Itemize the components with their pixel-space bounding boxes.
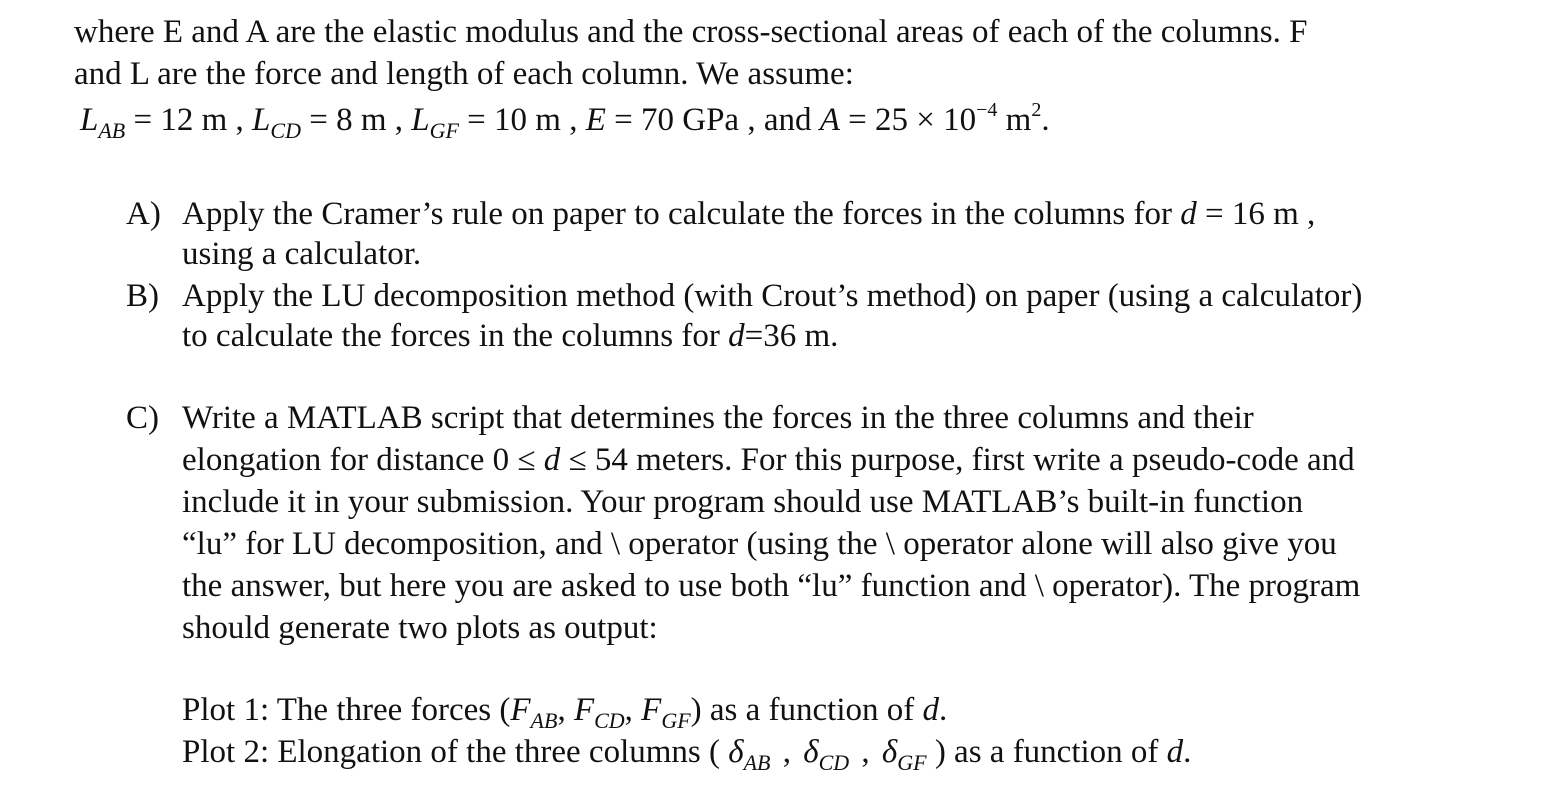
plot-2-description [182,732,1192,775]
plot-2-delta-cd: δ [803,734,819,770]
given-values-equation [80,99,1050,143]
var-l-cd: L [252,102,271,138]
var-e: E [585,102,606,138]
part-a-var-d: d [1180,196,1197,232]
plot-2-var-d: d [1166,734,1184,770]
eq-e: = 70 GPa , and [614,102,812,138]
eq-l-ab: = 12 m , [133,102,244,138]
given-end: . [1041,102,1050,138]
part-b-line-1: Apply the LU decomposition method (with Crout’s method) on paper (using a calculator) [182,278,1363,314]
plot-1-post: ) as a function of [690,692,915,728]
eq-l-cd: = 8 m , [309,102,403,138]
plot-2-sub-ab: AB [743,750,771,775]
part-a-label: A) [126,196,161,232]
sub-ab: AB [98,118,126,143]
part-c-text-pre: elongation for distance 0 ≤ [182,442,536,478]
plot-2-sub-gf: GF [897,750,927,775]
plot-2-sep-1: , [782,734,791,770]
exp-a: −4 [976,99,998,121]
eq-a: = 25 × 10 [848,102,977,138]
part-a-value: = 16 m , [1204,196,1316,232]
part-c-line-2 [182,440,1355,480]
plot-2-end: . [1183,734,1192,770]
part-b-label: B) [126,278,159,314]
plot-1-f-cd: F [573,692,595,728]
part-c-line-3: include it in your submission. Your program should use MATLAB’s built-in function [182,484,1304,520]
part-c-var-d: d [543,442,561,478]
part-c-text-post: ≤ 54 meters. For this purpose, first write a pseudo-code and [568,442,1355,478]
plot-1-f-ab: F [510,692,531,728]
part-a-text: Apply the Cramer’s rule on paper to calculate the forces in the columns for [182,196,1172,232]
plot-2-delta-gf: δ [881,734,898,770]
eq-l-gf: = 10 m , [467,102,578,138]
part-b-var-d: d [728,318,745,354]
plot-1-f-gf: F [641,692,662,728]
plot-2-sep-2: , [861,734,870,770]
unit-m: m [1005,102,1032,138]
sub-cd: CD [270,118,301,143]
part-a-line-1 [182,194,1315,234]
part-c-line-6: should generate two plots as output: [182,610,658,646]
intro-line-2: and L are the force and length of each column. We assume: [74,56,854,92]
plot-2-post: ) as a function of [934,734,1159,770]
part-c-line-5: the answer, but here you are asked to use both “lu” function and \ operator). The program [182,568,1361,604]
part-b-value: =36 m. [744,318,839,354]
part-a-line-2: using a calculator. [182,236,422,272]
intro-line-1: where E and A are the elastic modulus and the cross-sectional areas of each of the columns. F [74,14,1308,50]
part-c-label: C) [126,400,159,436]
plot-1-comma-1: , [557,692,566,728]
plot-1-end: . [939,692,948,728]
unit-exp: 2 [1031,99,1042,121]
plot-2-delta-ab: δ [728,734,744,770]
plot-1-text: Plot 1: The three forces ( [182,692,511,728]
plot-1-sub-cd: CD [594,708,625,733]
part-c-line-1: Write a MATLAB script that determines the forces in the three columns and their [182,400,1254,436]
var-l-ab: L [80,102,99,138]
var-l-gf: L [411,102,430,138]
plot-1-var-d: d [922,692,940,728]
plot-1-sub-ab: AB [530,708,558,733]
plot-1-sub-gf: GF [661,708,691,733]
plot-2-sub-cd: CD [818,750,850,775]
plot-2-text: Plot 2: Elongation of the three columns ( [182,734,720,770]
part-b-text: to calculate the forces in the columns for [182,318,720,354]
plot-1-comma-2: , [624,692,633,728]
sub-gf: GF [429,118,459,143]
var-a: A [819,102,840,138]
plot-1-description [182,690,948,733]
part-c-line-4: “lu” for LU decomposition, and \ operator (using the \ operator alone will also give you [182,526,1337,562]
part-b-line-2 [182,316,838,356]
